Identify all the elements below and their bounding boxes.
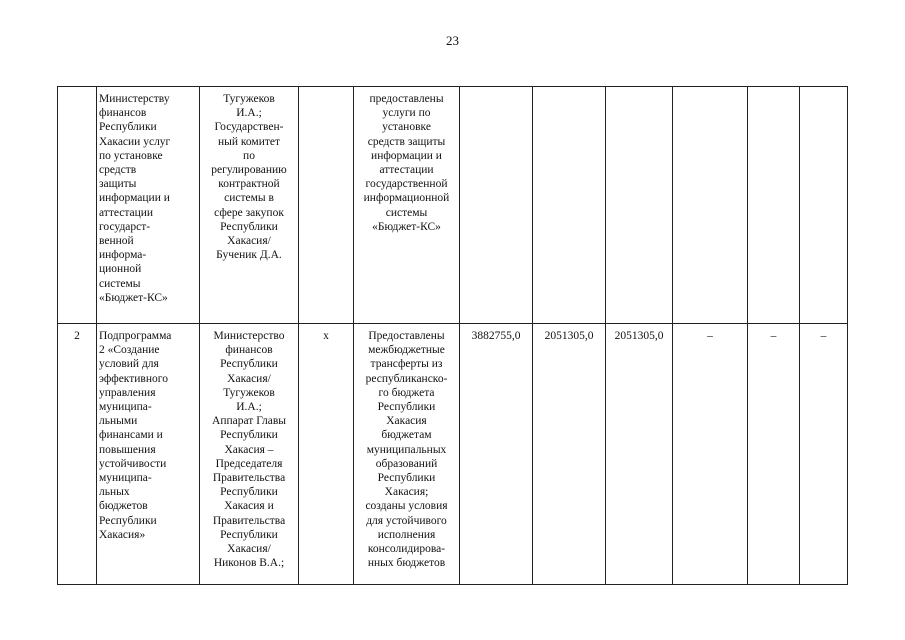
row-number-cell: 2 bbox=[58, 324, 97, 585]
year-value-cell bbox=[533, 87, 606, 324]
program-table bbox=[57, 86, 848, 585]
code-cell: х bbox=[299, 324, 354, 585]
year-value-cell: 2051305,0 bbox=[533, 324, 606, 585]
executor-cell: Тугужеков И.А.; Государствен- ный комитет по регулированию контрактной системы в сфере закупок Республики Хакасия/ Бученик Д.А. bbox=[200, 87, 299, 324]
measure-name-cell: Министерству финансов Республики Хакасии услуг по установке средств защиты информации и аттестации государст- венной информа- ционной системы «Бюджет-КС» bbox=[97, 87, 200, 324]
year-value-cell bbox=[748, 87, 800, 324]
code-cell bbox=[299, 87, 354, 324]
total-value-cell bbox=[460, 87, 533, 324]
year-value-cell: – bbox=[800, 324, 848, 585]
year-value-cell: 2051305,0 bbox=[606, 324, 673, 585]
year-value-cell bbox=[673, 87, 748, 324]
year-value-cell bbox=[606, 87, 673, 324]
table-row bbox=[58, 324, 848, 585]
year-value-cell: – bbox=[748, 324, 800, 585]
year-value-cell bbox=[800, 87, 848, 324]
page-number: 23 bbox=[446, 33, 459, 48]
measure-name-cell: Подпрограмма 2 «Создание условий для эффективного управления муниципа- льными финансами и повышения устойчивости муниципа- льных бюджетов Республики Хакасия» bbox=[97, 324, 200, 585]
total-value-cell: 3882755,0 bbox=[460, 324, 533, 585]
table-row bbox=[58, 87, 848, 324]
row-number-cell bbox=[58, 87, 97, 324]
executor-cell: Министерство финансов Республики Хакасия/ Тугужеков И.А.; Аппарат Главы Республики Хакасия – Председателя Правительства Республики Хакасия и Правительства Республики Хакасия/ Никонов В.А.; bbox=[200, 324, 299, 585]
result-cell: Предоставлены межбюджетные трансферты из республиканско- го бюджета Республики Хакасия бюджетам муниципальных образований Республики Хакасия; созданы условия для устойчивого исполнения консолидирова- нных бюджетов bbox=[354, 324, 460, 585]
year-value-cell: – bbox=[673, 324, 748, 585]
result-cell: предоставлены услуги по установке средств защиты информации и аттестации государственной информационной системы «Бюджет-КС» bbox=[354, 87, 460, 324]
